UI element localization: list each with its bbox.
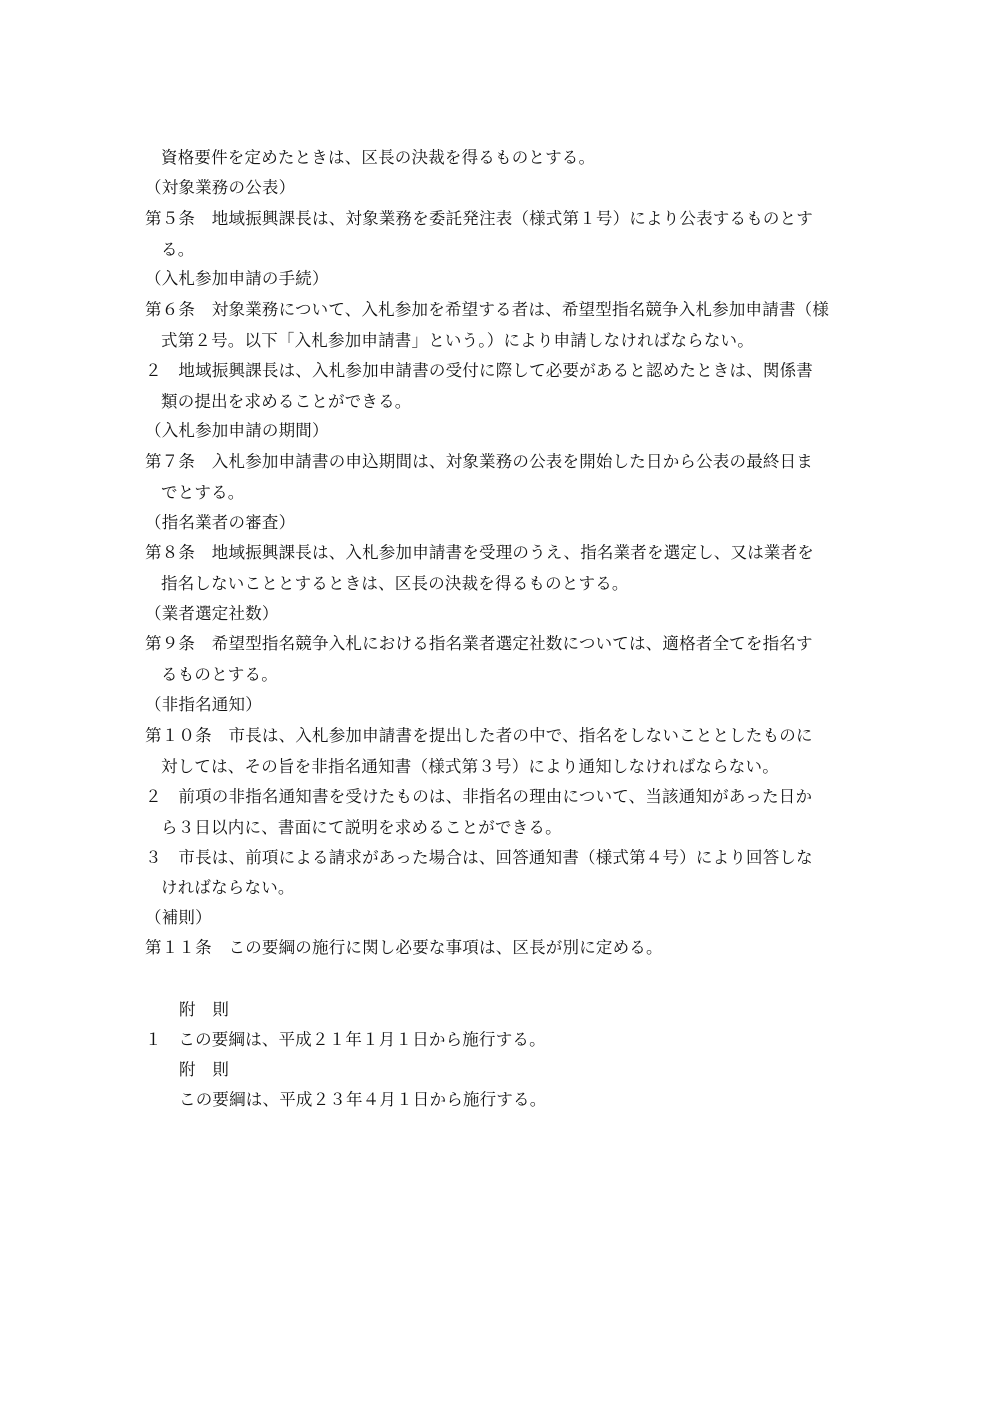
article-6: 第６条 対象業務について、入札参加を希望する者は、希望型指名競争入札参加申請書（様 xyxy=(145,300,830,319)
article-heading: （指名業者の審査） xyxy=(145,513,296,532)
text-line: るものとする。 xyxy=(161,665,278,684)
article-7: 第７条 入札参加申請書の申込期間は、対象業務の公表を開始した日から公表の最終日ま xyxy=(145,452,813,471)
supplementary-heading: 附 則 xyxy=(179,1000,230,1019)
article-heading: （入札参加申請の期間） xyxy=(145,421,329,440)
text-line: 指名しないこととするときは、区長の決裁を得るものとする。 xyxy=(161,574,629,593)
text-line: 式第２号。以下「入札参加申請書」という。）により申請しなければならない。 xyxy=(161,331,754,350)
paragraph-2: ２ 前項の非指名通知書を受けたものは、非指名の理由について、当該通知があった日か xyxy=(145,787,813,806)
article-heading: （補則） xyxy=(145,908,212,927)
text-line: 資格要件を定めたときは、区長の決裁を得るものとする。 xyxy=(161,148,596,167)
article-10: 第１０条 市長は、入札参加申請書を提出した者の中で、指名をしないこととしたものに xyxy=(145,726,813,745)
text-line: 対しては、その旨を非指名通知書（様式第３号）により通知しなければならない。 xyxy=(161,757,779,776)
text-line: る。 xyxy=(161,240,195,259)
article-heading: （業者選定社数） xyxy=(145,604,279,623)
supplementary-provision: この要綱は、平成２３年４月１日から施行する。 xyxy=(179,1090,547,1109)
text-line: ければならない。 xyxy=(161,878,295,897)
paragraph-3: ３ 市長は、前項による請求があった場合は、回答通知書（様式第４号）により回答しな xyxy=(145,848,813,867)
article-11: 第１１条 この要綱の施行に関し必要な事項は、区長が別に定める。 xyxy=(145,938,663,957)
text-line: ら３日以内に、書面にて説明を求めることができる。 xyxy=(161,818,562,837)
text-line: 類の提出を求めることができる。 xyxy=(161,392,412,411)
article-5: 第５条 地域振興課長は、対象業務を委託発注表（様式第１号）により公表するものとす xyxy=(145,209,813,228)
text-line: でとする。 xyxy=(161,483,245,502)
article-8: 第８条 地域振興課長は、入札参加申請書を受理のうえ、指名業者を選定し、又は業者を xyxy=(145,543,814,562)
paragraph-2: ２ 地域振興課長は、入札参加申請書の受付に際して必要があると認めたときは、関係書 xyxy=(145,361,813,380)
supplementary-provision: １ この要綱は、平成２１年１月１日から施行する。 xyxy=(145,1030,546,1049)
article-heading: （対象業務の公表） xyxy=(145,178,296,197)
article-heading: （入札参加申請の手続） xyxy=(145,269,329,288)
article-9: 第９条 希望型指名競争入札における指名業者選定社数については、適格者全てを指名す xyxy=(145,634,813,653)
article-heading: （非指名通知） xyxy=(145,695,262,714)
supplementary-heading: 附 則 xyxy=(179,1060,230,1079)
